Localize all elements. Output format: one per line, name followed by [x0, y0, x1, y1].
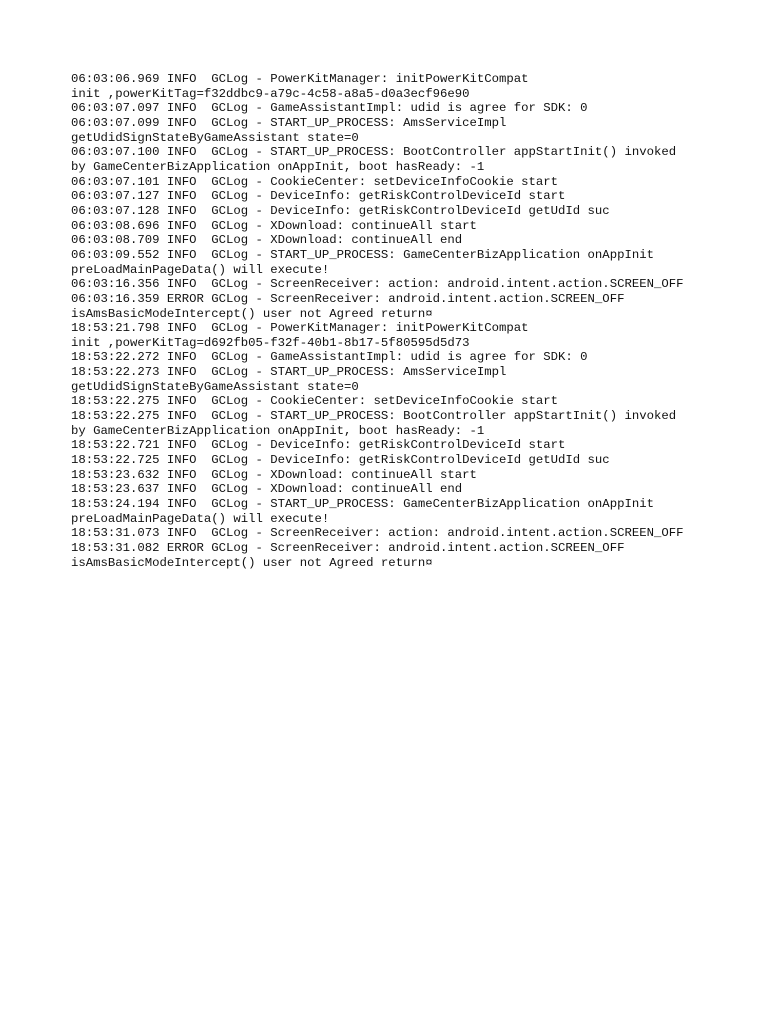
log-line: 18:53:21.798 INFO GCLog - PowerKitManager: initPowerKitCompat [71, 321, 529, 336]
log-line: 18:53:22.721 INFO GCLog - DeviceInfo: getRiskControlDeviceId start [71, 438, 566, 453]
log-line: 18:53:23.632 INFO GCLog - XDownload: continueAll start [71, 467, 477, 482]
log-line: 18:53:23.637 INFO GCLog - XDownload: continueAll end [71, 482, 463, 497]
log-line: 06:03:07.127 INFO GCLog - DeviceInfo: getRiskControlDeviceId start [71, 189, 566, 204]
log-line: 18:53:31.082 ERROR GCLog - ScreenReceiver: android.intent.action.SCREEN_OFF [71, 541, 625, 555]
log-line: by GameCenterBizApplication onAppInit, boot hasReady: -1 [71, 159, 485, 174]
log-line: init ,powerKitTag=d692fb05-f32f-40b1-8b17-5f80595d5d73 [71, 335, 470, 350]
log-line: 06:03:09.552 INFO GCLog - START_UP_PROCESS: GameCenterBizApplication onAppInit [71, 247, 654, 262]
log-line: 06:03:07.099 INFO GCLog - START_UP_PROCESS: AmsServiceImpl [71, 115, 507, 130]
log-line: 06:03:07.128 INFO GCLog - DeviceInfo: getRiskControlDeviceId getUdId suc [71, 203, 610, 218]
log-line: 18:53:22.725 INFO GCLog - DeviceInfo: getRiskControlDeviceId getUdId suc [71, 453, 610, 468]
log-line: 06:03:08.709 INFO GCLog - XDownload: continueAll end [71, 233, 463, 248]
log-line: 06:03:16.356 INFO GCLog - ScreenReceiver: action: android.intent.action.SCREEN_OFF [71, 277, 684, 292]
log-line: 18:53:31.073 INFO GCLog - ScreenReceiver: action: android.intent.action.SCREEN_OFF [71, 526, 684, 541]
log-line: isAmsBasicModeIntercept() user not Agreed return¤ [71, 555, 433, 570]
log-line: preLoadMainPageData() will execute! [71, 511, 330, 526]
log-line: 18:53:22.275 INFO GCLog - CookieCenter: setDeviceInfoCookie start [71, 394, 559, 409]
log-line: 06:03:07.101 INFO GCLog - CookieCenter: setDeviceInfoCookie start [71, 174, 559, 189]
log-line: getUdidSignStateByGameAssistant state=0 [71, 379, 359, 394]
log-line: 18:53:24.194 INFO GCLog - START_UP_PROCESS: GameCenterBizApplication onAppInit [71, 497, 654, 512]
log-line: isAmsBasicModeIntercept() user not Agreed return¤ [71, 306, 433, 321]
log-document [71, 72, 731, 570]
log-line: by GameCenterBizApplication onAppInit, boot hasReady: -1 [71, 423, 485, 438]
log-line: getUdidSignStateByGameAssistant state=0 [71, 130, 359, 145]
log-line: 06:03:16.359 ERROR GCLog - ScreenReceiver: android.intent.action.SCREEN_OFF [71, 291, 625, 306]
log-line: init ,powerKitTag=f32ddbc9-a79c-4c58-a8a5-d0a3ecf96e90 [71, 86, 470, 101]
log-line: 06:03:07.100 INFO GCLog - START_UP_PROCESS: BootController appStartInit() invoked [71, 145, 677, 160]
log-line: 06:03:06.969 INFO GCLog - PowerKitManager: initPowerKitCompat [71, 72, 529, 86]
log-line: preLoadMainPageData() will execute! [71, 262, 330, 277]
log-line: 06:03:07.097 INFO GCLog - GameAssistantImpl: udid is agree for SDK: 0 [71, 101, 588, 116]
log-line: 18:53:22.275 INFO GCLog - START_UP_PROCESS: BootController appStartInit() invoked [71, 409, 677, 424]
log-line: 18:53:22.273 INFO GCLog - START_UP_PROCESS: AmsServiceImpl [71, 365, 507, 380]
log-line: 06:03:08.696 INFO GCLog - XDownload: continueAll start [71, 218, 477, 233]
log-line: 18:53:22.272 INFO GCLog - GameAssistantImpl: udid is agree for SDK: 0 [71, 350, 588, 365]
